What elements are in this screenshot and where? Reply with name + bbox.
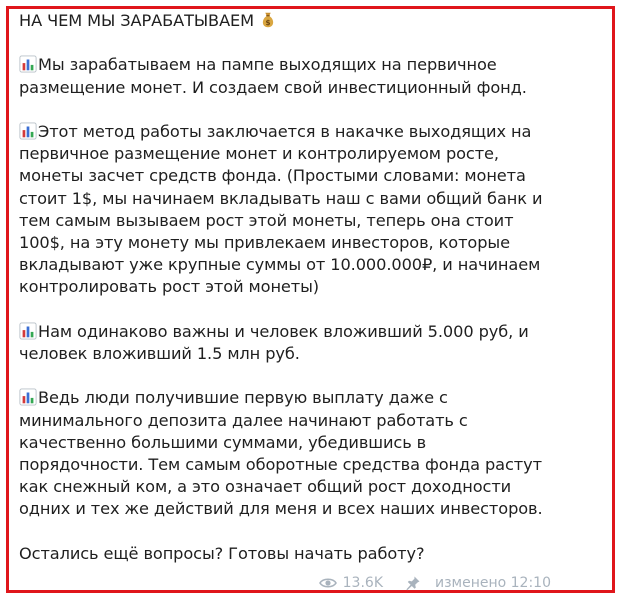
bar-chart-icon	[19, 55, 37, 73]
views-count: 13.6K	[342, 575, 383, 591]
paragraph-2-line: Этот метод работы заключается в накачке выходящих на	[19, 121, 599, 143]
eye-icon	[319, 577, 337, 589]
money-bag-icon	[259, 11, 277, 29]
paragraph-4-line: порядочности. Тем самым оборотные средства фонда растут	[19, 455, 542, 474]
paragraph-4-line: Ведь люди получившие первую выплату даже с	[19, 387, 599, 409]
paragraph-2-line: контролировать рост этой монеты)	[19, 277, 320, 297]
bar-chart-icon	[19, 122, 37, 140]
bar-chart-icon	[19, 388, 37, 406]
paragraph-3-line: Нам одинаково важны и человек вложивший 5.000 руб, и	[19, 321, 599, 343]
message-title: НА ЧЕМ МЫ ЗАРАБАТЫВАЕМ	[19, 11, 255, 30]
paragraph-2-line: тем самым вызываем рост этой монеты, теперь она стоит	[19, 210, 514, 230]
paragraph-1-line: Мы зарабатываем на пампе выходящих на первичное	[19, 54, 599, 76]
paragraph-2-line: вкладывают уже крупные суммы от 10.000.000₽, и начинаем	[19, 255, 541, 275]
paragraph-1-line: размещение монет. И создаем свой инвестиционный фонд.	[19, 77, 527, 97]
paragraph-2-line: стоит 1$, мы начинаем вкладывать наш с вами общий банк и	[19, 188, 543, 208]
paragraph-3	[19, 321, 599, 365]
paragraph-4	[19, 387, 599, 520]
paragraph-4-line: качественно большими суммами, убедившись в	[19, 432, 427, 452]
paragraph-2-line: монеты засчет средств фонда. (Простыми словами: монета	[19, 166, 526, 186]
paragraph-2-line: первичное размещение монет и контролируемом росте,	[19, 144, 499, 164]
message-meta	[319, 575, 551, 591]
paragraph-1	[19, 54, 599, 98]
paragraph-3-line: человек вложивший 1.5 млн руб.	[19, 344, 300, 363]
paragraph-4-line: минимального депозита далее начинают работать с	[19, 410, 468, 430]
svg-text:$: $	[265, 17, 271, 27]
edited-timestamp: изменено 12:10	[435, 575, 551, 591]
message-body	[19, 10, 599, 587]
paragraph-5	[19, 543, 599, 565]
bar-chart-icon	[19, 322, 37, 340]
paragraph-5-line: Остались ещё вопросы? Готовы начать работу?	[19, 543, 425, 563]
message-title-line	[19, 10, 599, 32]
paragraph-2-line: 100$, на эту монету мы привлекаем инвесторов, которые	[19, 233, 510, 252]
paragraph-4-line: одних и тех же действий для меня и всех наших инвесторов.	[19, 499, 543, 519]
paragraph-4-line: как снежный ком, а это означает общий рост доходности	[19, 477, 512, 497]
pin-icon	[405, 575, 421, 591]
paragraph-2	[19, 121, 599, 299]
